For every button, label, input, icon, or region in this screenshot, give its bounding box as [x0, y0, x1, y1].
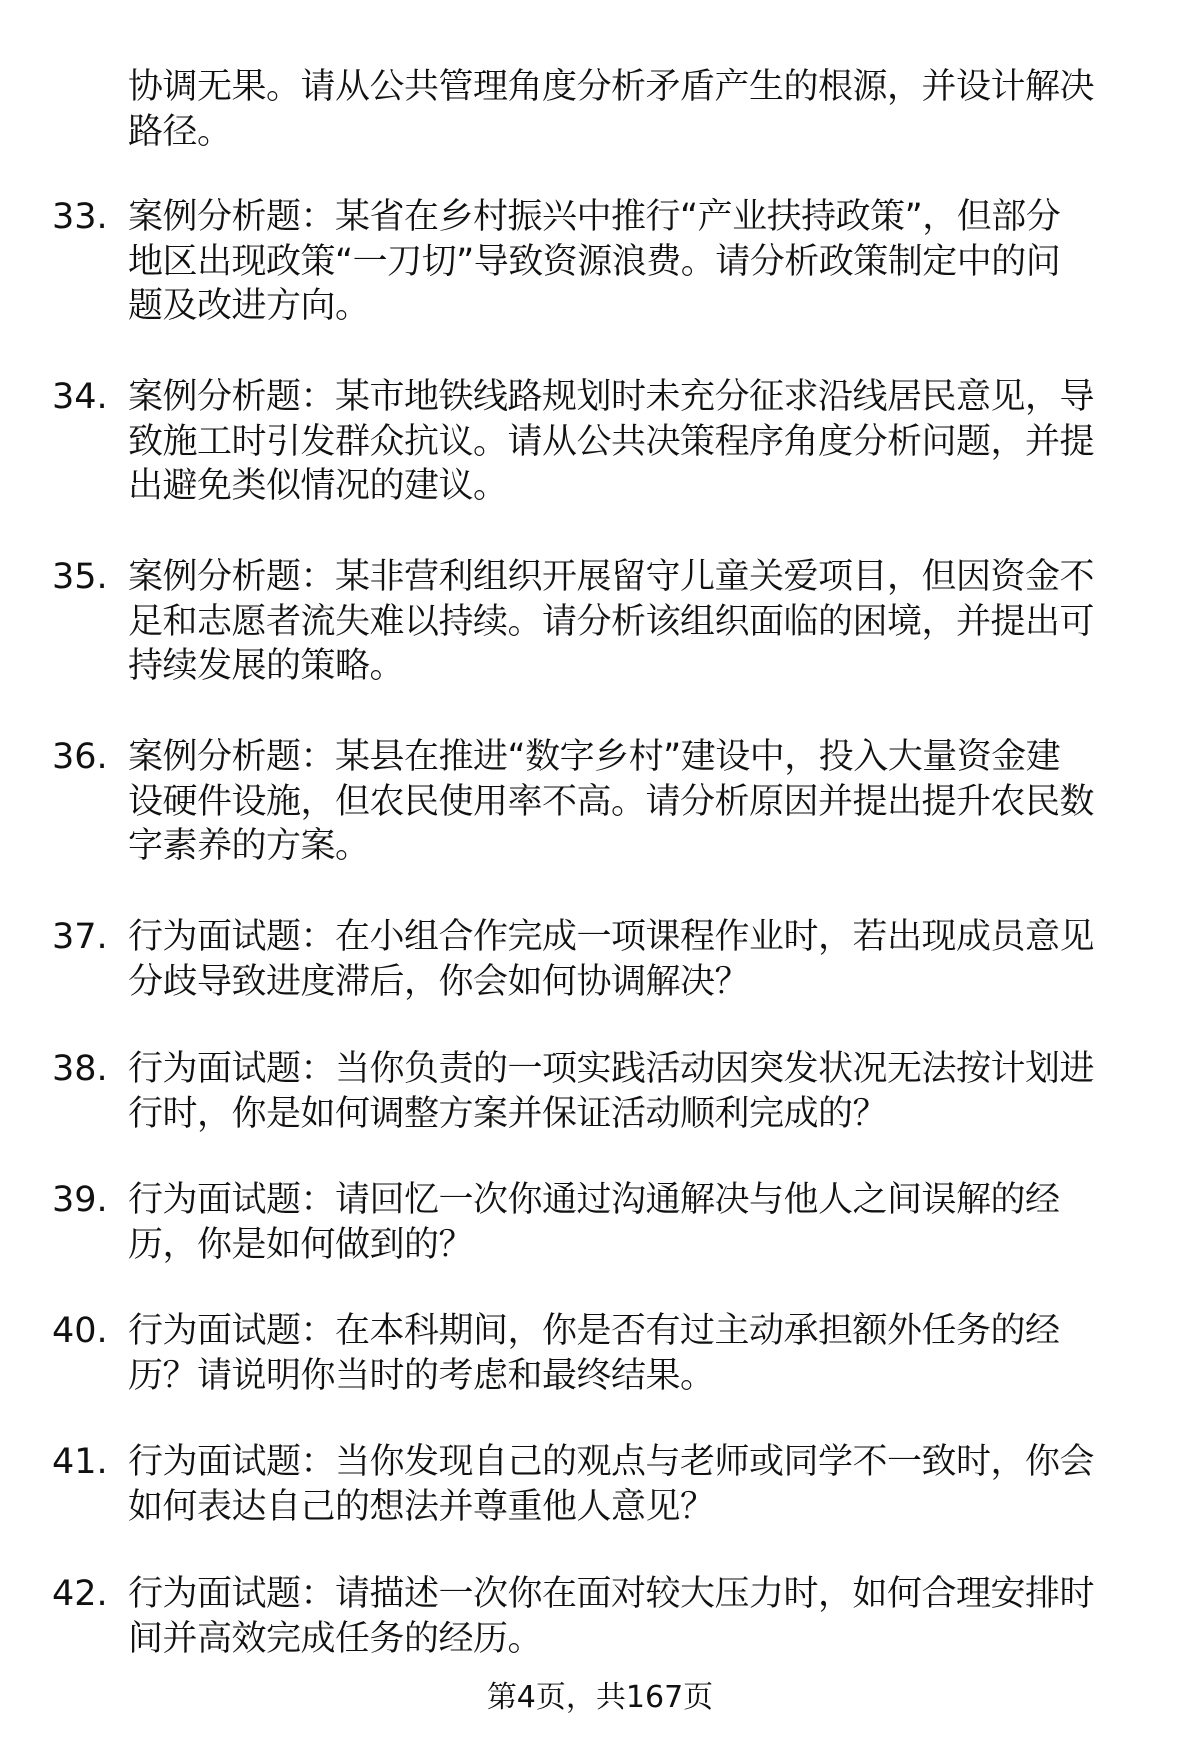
question-number: 34. [52, 377, 108, 417]
text-line: 案例分析题：某非营利组织开展留守儿童关爱项目，但因资金不 [128, 557, 1095, 597]
question-number: 39. [52, 1180, 108, 1220]
text-line: 足和志愿者流失难以持续。请分析该组织面临的困境，并提出可 [128, 601, 1095, 642]
text-line: 行为面试题：在小组合作完成一项课程作业时，若出现成员意见 [128, 917, 1095, 957]
text-line: 行为面试题：请描述一次你在面对较大压力时，如何合理安排时 [128, 1574, 1095, 1614]
text-line: 持续发展的策略。 [128, 646, 405, 686]
text-line: 分歧导致进度滞后，你会如何协调解决？ [128, 961, 750, 1002]
text-line: 历，你是如何做到的？ [128, 1224, 474, 1265]
page-number: 第4页，共167页 [486, 1680, 714, 1715]
text-line: 致施工时引发群众抗议。请从公共决策程序角度分析问题，并提 [128, 421, 1095, 462]
text-line: 案例分析题：某县在推进“数字乡村”建设中，投入大量资金建 [128, 737, 1061, 777]
question-number: 40. [52, 1311, 108, 1351]
text-line: 案例分析题：某市地铁线路规划时未充分征求沿线居民意见，导 [128, 377, 1095, 417]
text-line: 地区出现政策“一刀切”导致资源浪费。请分析政策制定中的问 [128, 241, 1061, 282]
text-line: 行时，你是如何调整方案并保证活动顺利完成的？ [128, 1093, 888, 1134]
text-line: 协调无果。请从公共管理角度分析矛盾产生的根源，并设计解决 [128, 67, 1095, 107]
text-line: 行为面试题：当你负责的一项实践活动因突发状况无法按计划进 [128, 1049, 1095, 1089]
question-number: 37. [52, 917, 108, 957]
text-line: 历？请说明你当时的考虑和最终结果。 [128, 1355, 715, 1396]
question-number: 36. [52, 737, 108, 777]
text-line: 行为面试题：请回忆一次你通过沟通解决与他人之间误解的经 [128, 1180, 1060, 1220]
text-line: 设硬件设施，但农民使用率不高。请分析原因并提出提升农民数 [128, 781, 1095, 822]
text-line: 案例分析题：某省在乡村振兴中推行“产业扶持政策”，但部分 [128, 197, 1061, 237]
text-line: 如何表达自己的想法并尊重他人意见？ [128, 1486, 715, 1527]
text-line: 间并高效完成任务的经历。 [128, 1618, 543, 1659]
text-line: 字素养的方案。 [128, 826, 370, 866]
text-line: 路径。 [128, 111, 232, 152]
text-line: 出避免类似情况的建议。 [128, 466, 508, 506]
text-line: 行为面试题：在本科期间，你是否有过主动承担额外任务的经 [128, 1311, 1060, 1351]
question-number: 38. [52, 1049, 108, 1089]
question-number: 42. [52, 1574, 108, 1614]
text-line: 题及改进方向。 [128, 286, 370, 326]
question-number: 35. [52, 557, 108, 597]
question-number: 33. [52, 197, 108, 237]
text-line: 行为面试题：当你发现自己的观点与老师或同学不一致时，你会 [128, 1442, 1095, 1482]
question-number: 41. [52, 1442, 108, 1482]
